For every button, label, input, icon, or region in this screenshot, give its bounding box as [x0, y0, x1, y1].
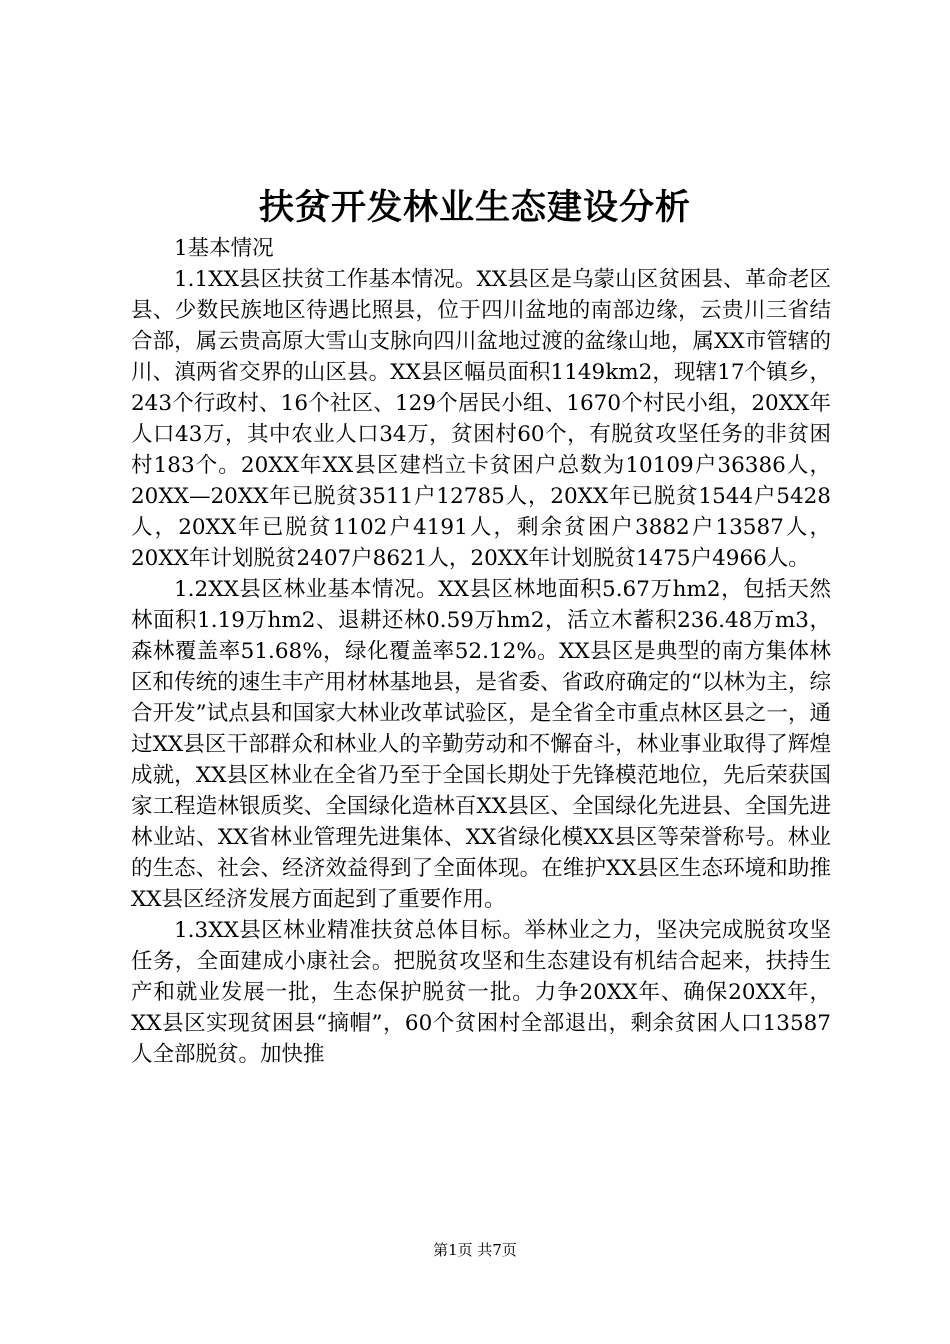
- paragraph: 1.2XX县区林业基本情况。XX县区林地面积5.67万hm2，包括天然林面积1.19万hm2、退耕还林0.59万hm2，活立木蓄积236.48万m3，森林覆盖率51.68%，绿化覆盖率52.12%。XX县区是典型的南方集体林区和传统的速生丰产用材林基地县，是省委、省政府确定的“以林为主，综合开发”试点县和国家大林业改革试验区，是全省全市重点林区县之一，通过XX县区干部群众和林业人的辛勤劳动和不懈奋斗，林业事业取得了辉煌成就，XX县区林业在全省乃至于全国长期处于先锋模范地位，先后荣获国家工程造林银质奖、全国绿化造林百XX县区、全国绿化先进县、全国先进林业站、XX省林业管理先进集体、XX省绿化模XX县区等荣誉称号。林业的生态、社会、经济效益得到了全面体现。在维护XX县区生态环境和助推XX县区经济发展方面起到了重要作用。: [131, 577, 831, 912]
- document-body: [131, 233, 831, 1070]
- page-number-footer: 第1页 共7页: [433, 1241, 517, 1259]
- section-heading: 1基本情况: [174, 236, 274, 261]
- paragraph: 1.3XX县区林业精准扶贫总体目标。举林业之力，坚决完成脱贫攻坚任务，全面建成小康社会。把脱贫攻坚和生态建设有机结合起来，扶持生产和就业发展一批，生态保护脱贫一批。力争20XX年、确保20XX年，XX县区实现贫困县“摘帽”，60个贫困村全部退出，剩余贫困人口13587人全部脱贫。加快推: [131, 918, 831, 1067]
- document-title: 扶贫开发林业生态建设分析: [258, 188, 691, 228]
- paragraph: 1.1XX县区扶贫工作基本情况。XX县区是乌蒙山区贫困县、革命老区县、少数民族地区待遇比照县，位于四川盆地的南部边缘，云贵川三省结合部，属云贵高原大雪山支脉向四川盆地过渡的盆缘山地，属XX市管辖的川、滇两省交界的山区县。XX县区幅员面积1149km2，现辖17个镇乡，243个行政村、16个社区、129个居民小组、1670个村民小组，20XX年人口43万，其中农业人口34万，贫困村60个，有脱贫攻坚任务的非贫困村183个。20XX年XX县区建档立卡贫困户总数为10109户36386人，20XX—20XX年已脱贫3511户12785人，20XX年已脱贫1544户5428人，20XX年已脱贫1102户4191人，剩余贫困户3882户13587人，20XX年计划脱贫2407户8621人，20XX年计划脱贫1475户4966人。: [131, 267, 831, 571]
